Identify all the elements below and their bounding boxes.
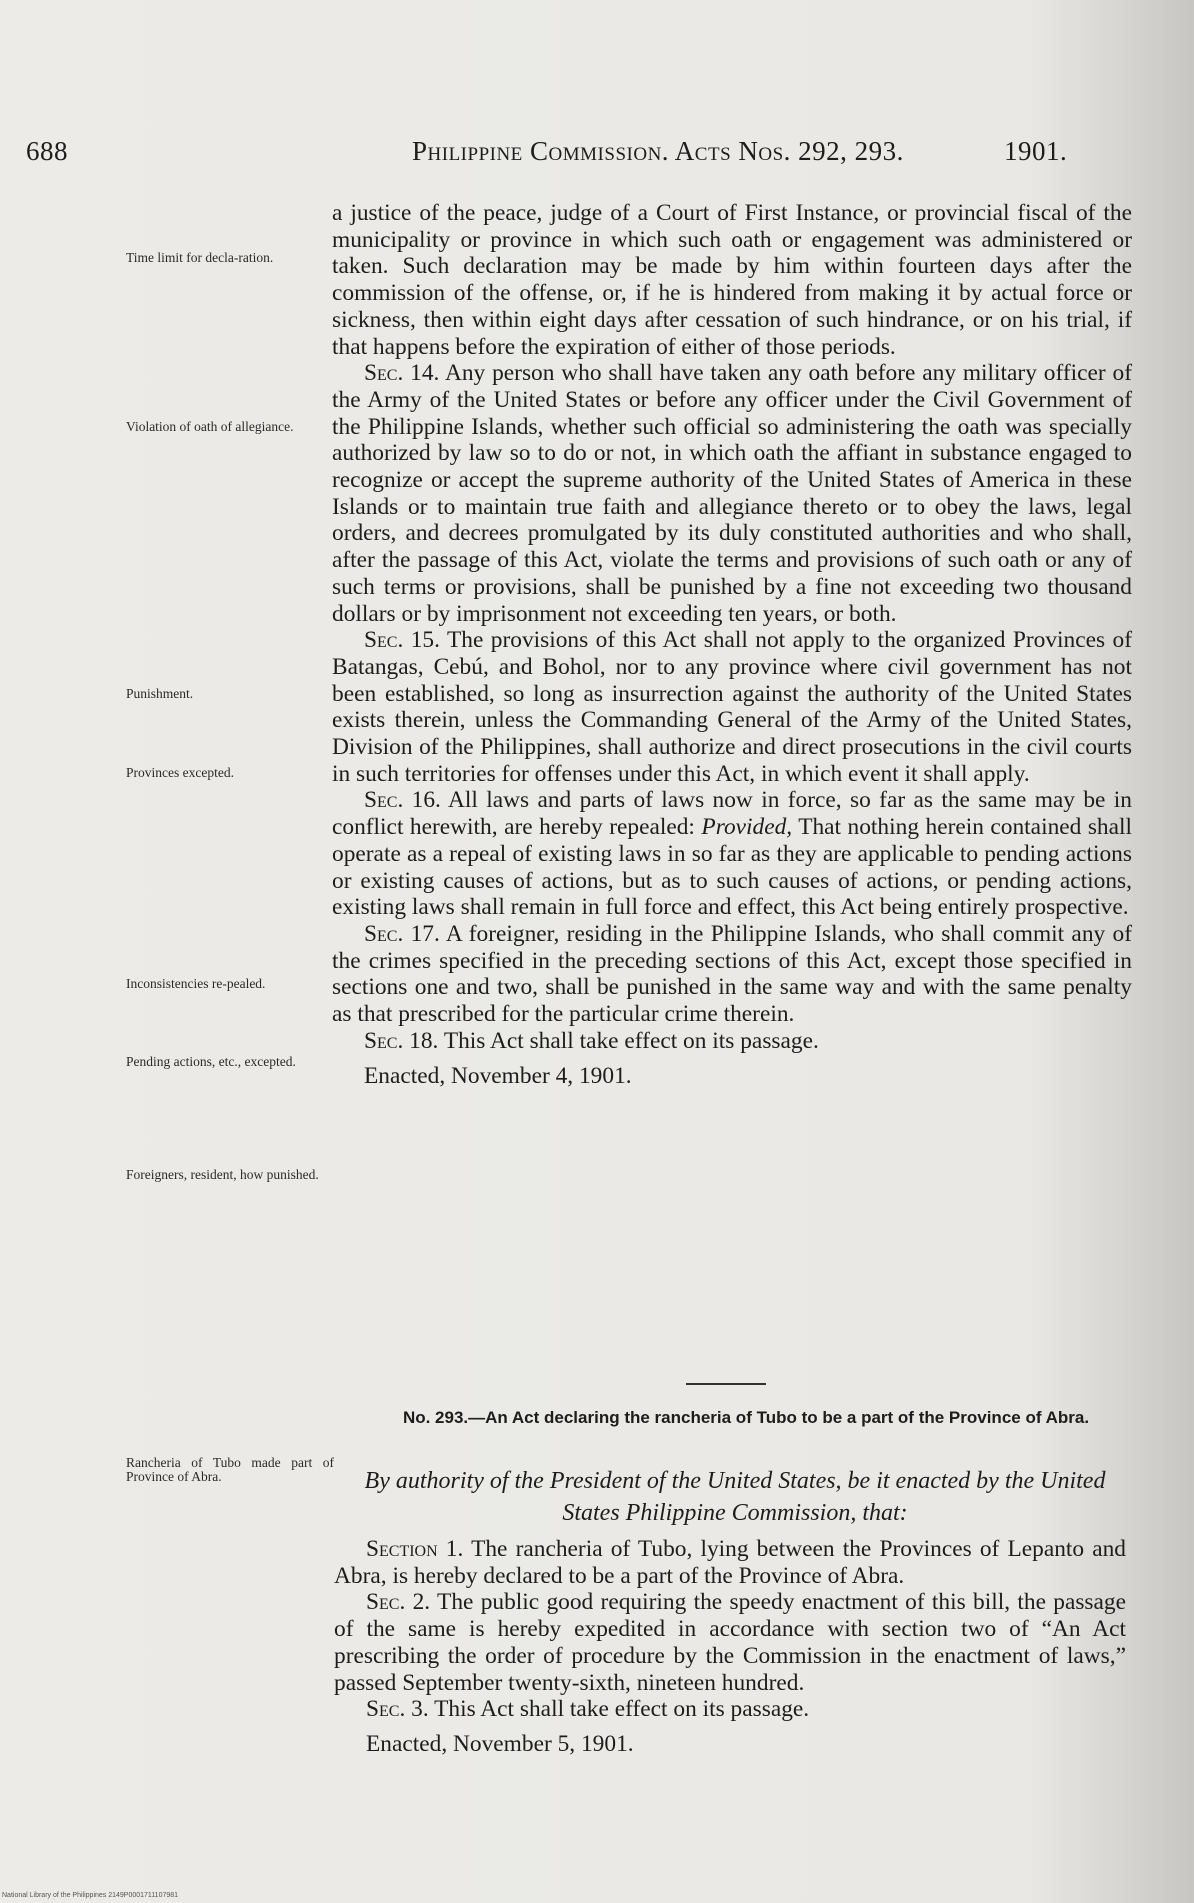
enacted-292: Enacted, November 4, 1901. [364,1062,632,1089]
margin-note-provinces: Provinces excepted. [126,765,234,780]
continued-paragraph: a justice of the peace, judge of a Court of First Instance, or provincial fiscal of the municipality or province in which such oath or engagement was administered or taken. Such declaration may be made by him within fourteen days after the commission of the offense, or, if he is hindered from making it by actual force or sickness, then within eight days after cessation of such hindrance, or on his trial, if that happens before the expiration of either of those periods. [332,200,1132,360]
margin-note-violation: Violation of oath of allegiance. [126,419,294,434]
section-14-label: Sec. 14. [364,360,440,387]
scan-watermark: National Library of the Philippines 2149P0001711107981 [2,1892,179,1899]
act-293-section-1-text: The rancheria of Tubo, lying between the Provinces of Lepanto and Abra, is hereby declared to be a part of the Province of Abra. [334,1536,1127,1589]
margin-note-punishment: Punishment. [126,686,194,701]
section-18 [332,1028,1132,1055]
section-17-label: Sec. 17. [364,920,440,947]
section-16-text-a: All laws and parts of laws now in force, so far as the same may be in conflict herewith, are hereby repealed: [332,787,1132,841]
page-number: 688 [26,136,68,166]
act-293-section-3 [334,1696,1126,1723]
section-15 [332,627,1132,787]
margin-note-foreigners: Foreigners, resident, how punished. [126,1167,319,1182]
section-16-text-b: That nothing herein contained shall operate as a repeal of existing laws in so far as they are applicable to pending actions or existing causes of actions, but as to such causes of actions, or pending actions, existing laws shall remain in full force and effect, this Act being entirely prospective. [332,814,1132,921]
act-293-section-2-text: The public good requiring the speedy enactment of this bill, the passage of the same is hereby expedited in accordance with section two of “An Act prescribing the order of procedure by the Commission in the enactment of laws,” passed September twenty-sixth, nineteen hundred. [334,1589,1126,1696]
section-15-label: Sec. 15. [364,627,440,654]
section-divider [686,1383,766,1385]
act-293-section-1 [334,1536,1126,1589]
section-17-text: A foreigner, residing in the Philippine Islands, who shall commit any of the crimes specified in the preceding sections of this Act, except those specified in sections one and two, shall be punished in the same way and with the same penalty as that prescribed for the particular crime therein. [332,920,1132,1028]
section-17 [332,921,1132,1028]
act-293-section-2-label: Sec. 2. [366,1589,431,1616]
enacting-clause: By authority of the President of the United States, be it enacted by the United States Philippine Commission, that: [364,1468,1106,1526]
act-293-section-3-text: This Act shall take effect on its passage. [428,1696,810,1723]
margin-note-pending: Pending actions, etc., excepted. [126,1054,296,1069]
section-18-text: This Act shall take effect on its passage. [438,1027,819,1054]
act-293-section-2 [334,1589,1126,1696]
act-293-section-3-label: Sec. 3. [366,1696,429,1723]
act-293-body [334,1536,1126,1758]
running-title: Philippine Commission. Acts Nos. 292, 293. [412,136,904,166]
act-293-title: No. 293.—An Act declaring the rancheria of Tubo to be a part of the Province of Abra. [402,1408,1090,1427]
section-18-label: Sec. 18. [364,1027,439,1054]
act-293-section-1-label: Section 1. [366,1536,464,1562]
section-15-text: The provisions of this Act shall not apply to the organized Provinces of Batangas, Cebú, and Bohol, nor to any province where civil government has not been established, so long as insurrection against the authority of the United States exists therein, unless the Commanding General of the Army of the United States, Division of the Philippines, shall authorize and direct prosecutions in the civil courts in such territories for offenses under this Act, in which event it shall apply. [332,627,1132,787]
margin-note-inconsistencies: Inconsistencies re-pealed. [126,976,266,991]
section-14 [332,360,1132,627]
margin-note-time-limit: Time limit for decla-ration. [126,250,274,265]
margin-note-rancheria: Rancheria of Tubo made part of Province of Abra. [126,1455,334,1484]
header-year: 1901. [1004,136,1068,166]
section-16-label: Sec. 16. [364,787,441,814]
act-292-body [332,200,1132,1089]
section-14-text: Any person who shall have taken any oath before any military officer of the Army of the United States or before any officer under the Civil Government of the Philippine Islands, whether such official so administering the oath was specially authorized by law so to do or not, in which oath the affiant in substance engaged to recognize or accept the supreme authority of the United States of America in these Islands or to maintain true faith and allegiance thereto or to obey the laws, legal orders, and decrees promulgated by its duly constituted authorities and who shall, after the passage of this Act, violate the terms and provisions of such oath or any of such terms or provisions, shall be punished by a fine not exceeding two thousand dollars or by imprisonment not exceeding ten years, or both. [332,360,1132,627]
enacted-293: Enacted, November 5, 1901. [366,1730,634,1757]
section-16 [332,787,1132,921]
section-16-provided: Provided, [701,814,793,841]
